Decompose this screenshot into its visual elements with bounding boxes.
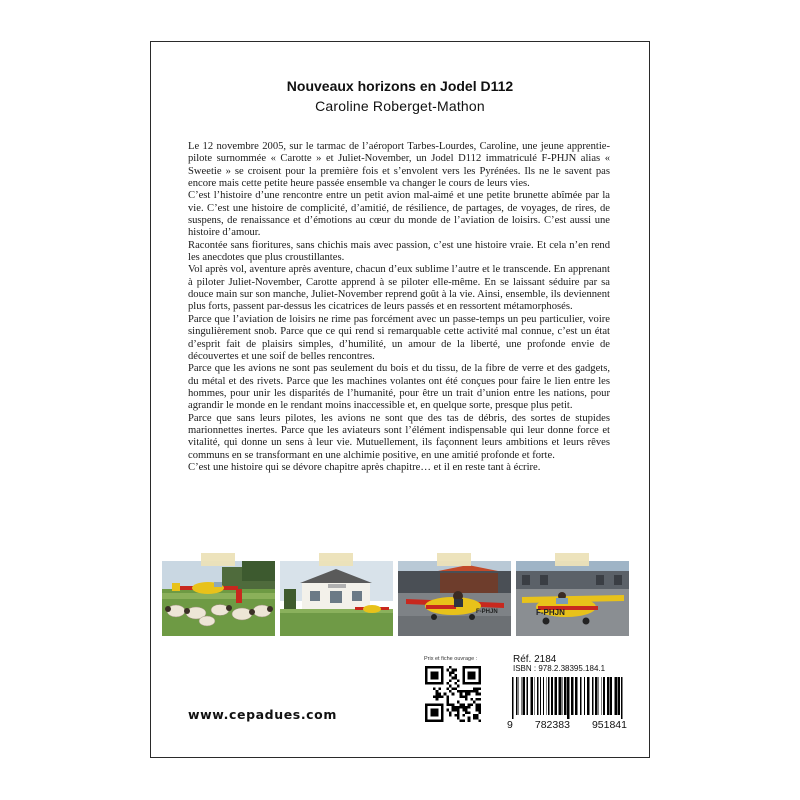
back-cover xyxy=(150,41,650,758)
blurb-paragraph: C’est une histoire qui se dévore chapitre après chapitre… et il en reste tant à écrire. xyxy=(188,461,541,473)
book-title: Nouveaux horizons en Jodel D112 xyxy=(286,78,514,94)
book-author: Caroline Roberget-Mathon xyxy=(315,98,485,114)
barcode-icon xyxy=(510,677,624,719)
registration-marking: F-PHJN xyxy=(476,609,498,615)
registration-marking: F-PHJN xyxy=(536,608,565,617)
isbn-number: ISBN : 978.2.38395.184.1 xyxy=(513,664,606,673)
blurb-paragraph: Parce que les avions ne sont pas seulement du bois et du tissu, de la fibre de verre et des gadgets, du métal et des rivets. Parce que les machines volantes ont été conçues pour faire le lien entre les hommes, pour unir les disparités de l’humanité, pour être un trait d’union entre les nations, pour agrandir le monde en le rendant moins inaccessible et, en quelque sorte, presque plus petit. xyxy=(188,363,610,412)
tape-decoration xyxy=(201,553,235,566)
photo-plane-building xyxy=(280,561,393,636)
qr-label: Prix et fiche ouvrage : xyxy=(424,656,478,662)
photo-plane-tarmac xyxy=(516,561,629,636)
blurb-paragraph: Racontée sans fioritures, sans chichis mais avec passion, c’est une histoire vraie. Et cela n’en rend les anecdotes que plus croustillantes. xyxy=(188,239,610,264)
publisher-website[interactable]: www.cepadues.com xyxy=(188,707,337,722)
blurb-paragraph: Parce que sans leurs pilotes, les avions ne sont que des tas de débris, des sortes de stupides marionnettes inertes. Parce que les aviateurs sont l’élément indispensable qui leur donne force et vitalité, qui donne un sens à leur vie. Mutuellement, ils façonnent leurs ambitions et leurs rêves communs en se transformant en une alchimie positive, en une amitié profonde et forte. xyxy=(188,412,610,461)
reference-number: Réf. 2184 xyxy=(513,654,557,665)
back-cover-blurb xyxy=(188,141,610,474)
tape-decoration xyxy=(437,553,471,566)
tape-decoration xyxy=(555,553,589,566)
photo-plane-sheep xyxy=(162,561,275,636)
tape-decoration xyxy=(319,553,353,566)
barcode-digit-group: 9 xyxy=(507,719,513,731)
barcode-digit-group: 782383 xyxy=(534,719,570,731)
barcode-digit-group: 951841 xyxy=(591,719,627,731)
barcode-digits xyxy=(507,719,627,731)
blurb-paragraph: Vol après vol, aventure après aventure, chacun d’eux sublime l’autre et le transcende. En apprenant à piloter Juliet-November, Carotte apprend à se piloter elle-même. En se laissant séduire par sa douce main sur son manche, Juliet-November reprend goût à la vie. Ainsi, ensemble, ils deviennent plus forts, passent par-dessus les cicatrices de leurs passés et en ressortent métamorphosés. xyxy=(188,264,610,313)
photo-plane-hangar xyxy=(398,561,511,636)
blurb-paragraph: Parce que l’aviation de loisirs ne rime pas forcément avec un passe-temps un peu particulier, voire singulièrement snob. Parce que ce qui rend si remarquable cette activité mal connue, c’est un état d’esprit fait de plaisirs simples, d’humilité, un amour de la liberté, une profonde envie de découvertes et une soif de belles rencontres. xyxy=(188,313,610,362)
blurb-paragraph: Le 12 novembre 2005, sur le tarmac de l’aéroport Tarbes-Lourdes, Caroline, une jeune apprentie-pilote surnommée « Carotte » et Juliet-November, un Jodel D112 immatriculé F-PHJN alias « Sweetie » se croisent pour la première fois et s’envolent vers les Pyrénées. Ils ne le savent pas encore mais cette petite heure passée ensemble va changer le cours de leurs vies. xyxy=(188,141,610,190)
blurb-paragraph: C’est l’histoire d’une rencontre entre un petit avion mal-aimé et une petite brunette abîmée par la vie. C’est une histoire de complicité, d’amitié, de résilience, de partages, de voyages, de rires, de suspens, de renaissance et d’émotions au cœur du monde de l’aviation de loisirs. C’est aussi une histoire d’amour. xyxy=(188,190,610,239)
qr-code-icon[interactable] xyxy=(425,666,481,722)
